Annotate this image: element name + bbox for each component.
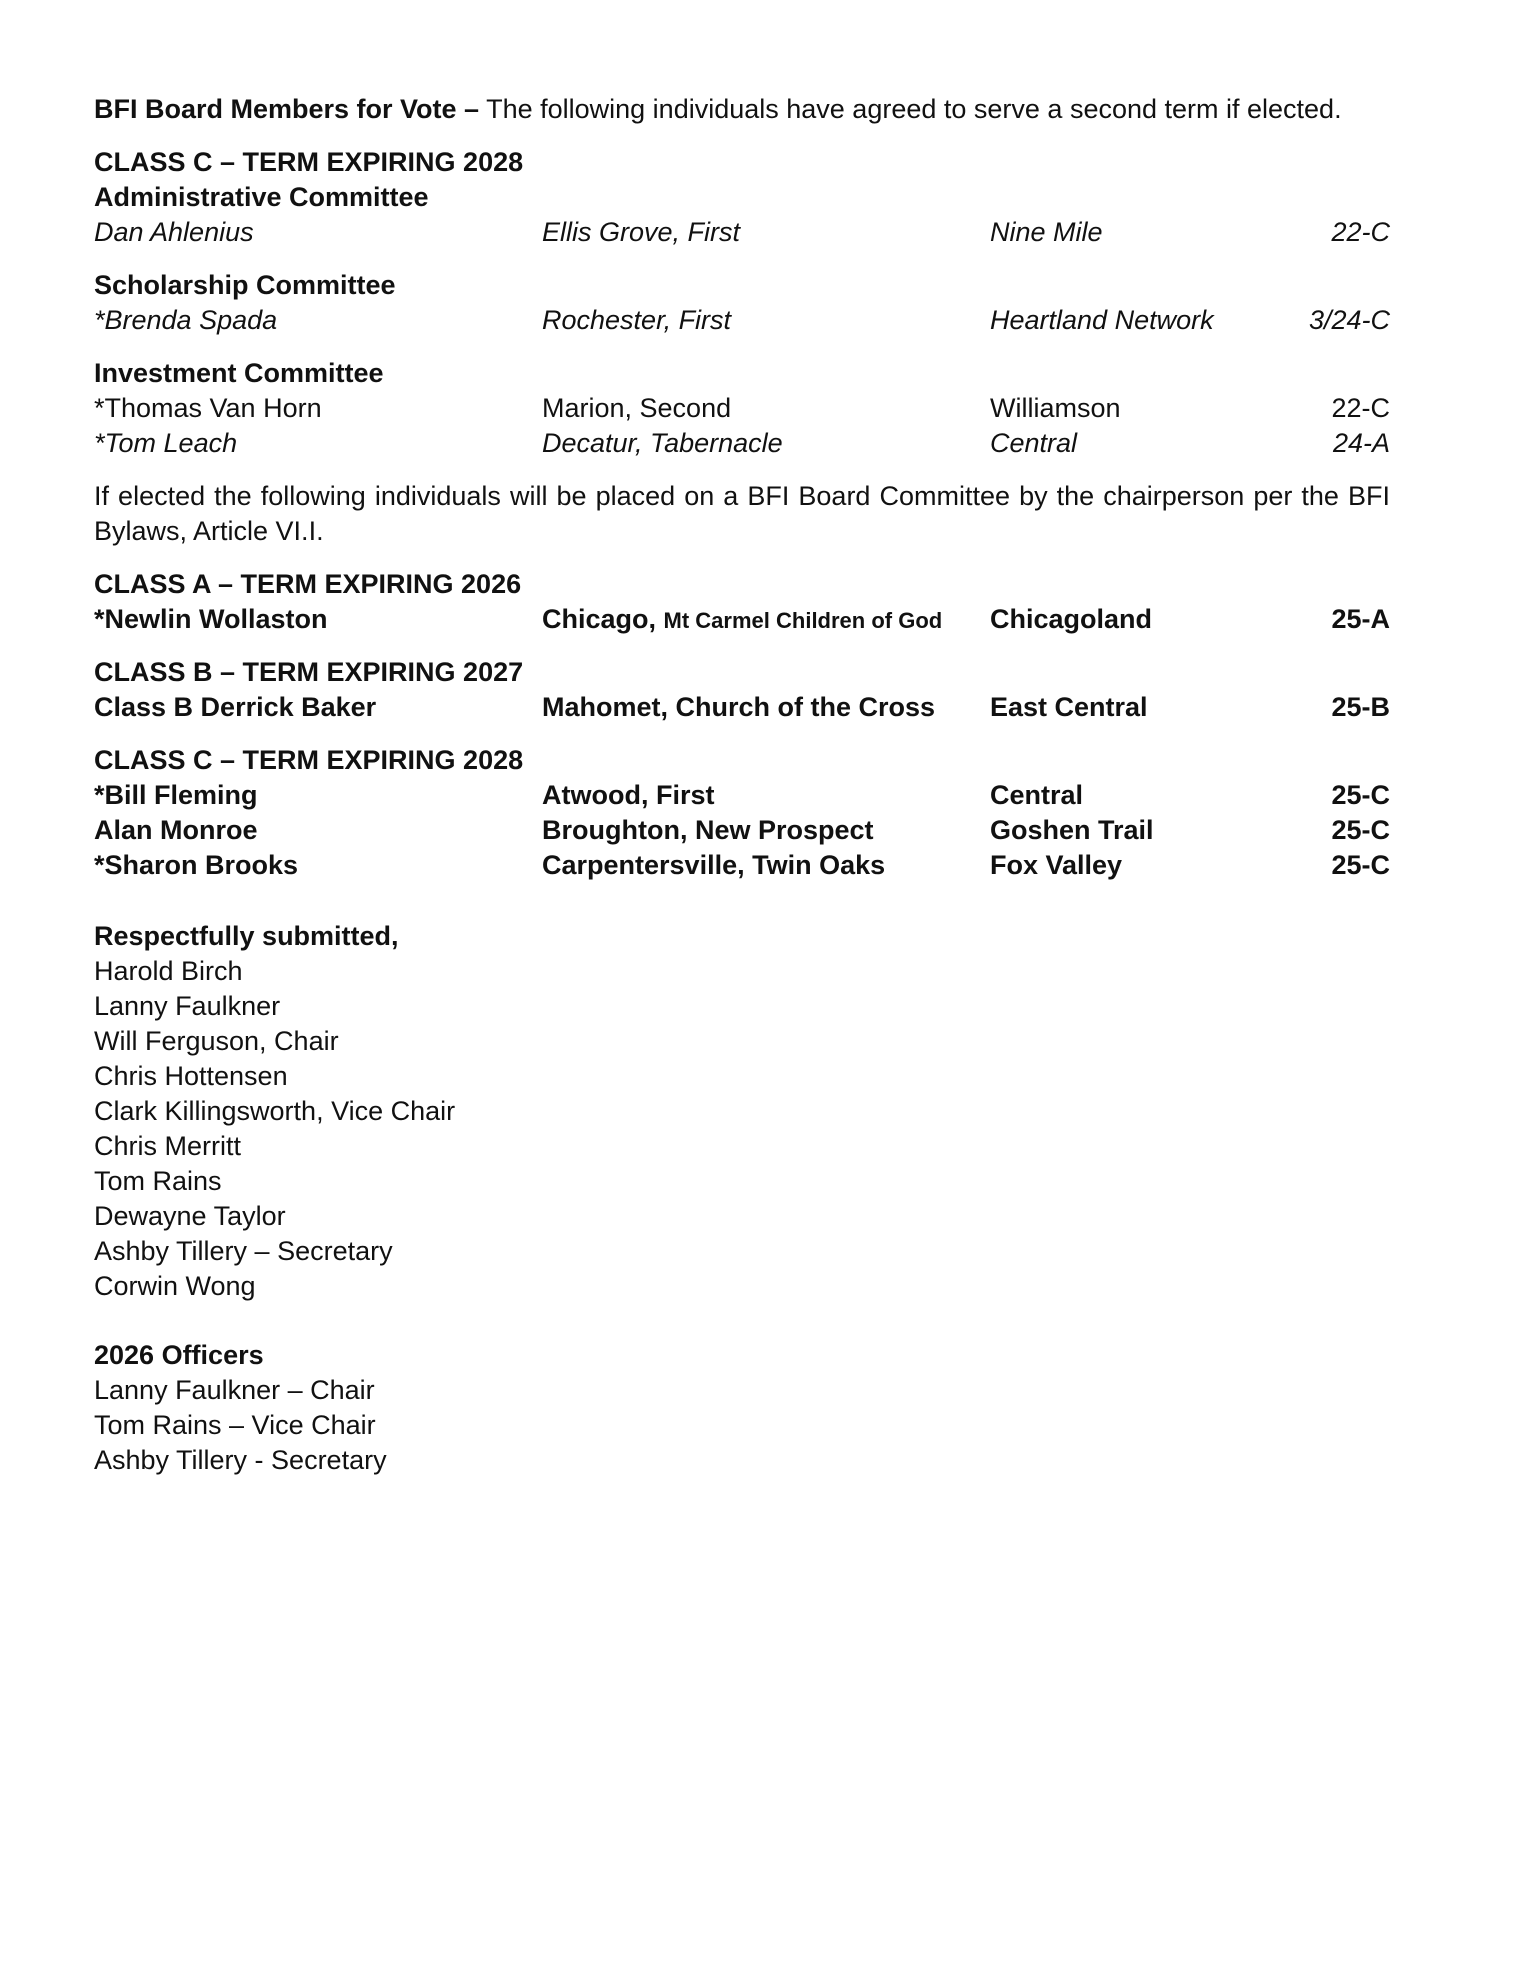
member-row [94,303,1390,338]
member-name: Class B Derrick Baker [94,692,377,722]
committee-heading-scholarship: Scholarship Committee [94,270,396,300]
intro-text: The following individuals have agreed to serve a second term if elected. [479,94,1342,124]
member-association: Goshen Trail [990,815,1154,845]
member-name: Alan Monroe [94,815,258,845]
member-row [94,813,1390,848]
member-church: Ellis Grove, First [542,217,741,247]
member-church: Mahomet, Church of the Cross [542,692,936,722]
member-church: Decatur, Tabernacle [542,428,783,458]
intro-lead: BFI Board Members for Vote – [94,94,480,124]
section-heading: CLASS A – TERM EXPIRING 2026 [94,569,522,599]
member-church: Rochester, First [542,305,732,335]
officer: Tom Rains – Vice Chair [94,1410,376,1440]
church-name: Mt Carmel Children of God [663,608,943,633]
intro-paragraph [94,92,1390,127]
member-name: *Sharon Brooks [94,850,299,880]
member-code: 24-A [1332,428,1390,458]
officers-block [94,1338,1390,1478]
member-association: Heartland Network [990,305,1214,335]
section-class-a [94,567,1390,637]
member-row [94,848,1390,883]
member-row [94,690,1390,725]
member-church: Carpentersville, Twin Oaks [542,850,886,880]
signatory: Will Ferguson, Chair [94,1026,339,1056]
church-city: Chicago, [542,604,657,634]
signatory: Chris Hottensen [94,1061,288,1091]
member-name: *Newlin Wollaston [94,604,328,634]
member-association: Central [990,428,1078,458]
member-name: *Thomas Van Horn [94,393,322,423]
member-row [94,778,1390,813]
member-church: Atwood, First [542,780,715,810]
officer: Ashby Tillery - Secretary [94,1445,387,1475]
committee-heading-administrative: Administrative Committee [94,182,429,212]
member-association: Williamson [990,393,1121,423]
member-row [94,215,1390,250]
section-class-c-returning [94,145,1390,461]
member-code: 25-C [1331,780,1390,810]
section-heading: CLASS C – TERM EXPIRING 2028 [94,745,524,775]
officers-heading: 2026 Officers [94,1340,264,1370]
member-row [94,426,1390,461]
signatory: Lanny Faulkner [94,991,281,1021]
member-association: Chicagoland [990,604,1153,634]
member-association: East Central [990,692,1148,722]
officer: Lanny Faulkner – Chair [94,1375,375,1405]
member-code: 22-C [1331,217,1390,247]
member-name: *Brenda Spada [94,305,278,335]
section-class-c [94,743,1390,883]
member-code: 25-C [1331,850,1390,880]
member-name: *Tom Leach [94,428,238,458]
member-association: Central [990,780,1084,810]
member-code: 25-B [1331,692,1390,722]
member-church [542,602,990,637]
signatory: Dewayne Taylor [94,1201,286,1231]
member-code: 25-A [1331,604,1390,634]
document-body [94,92,1390,1478]
member-name: Dan Ahlenius [94,217,254,247]
section-class-b [94,655,1390,725]
signatory: Tom Rains [94,1166,222,1196]
submitted-heading: Respectfully submitted, [94,921,399,951]
signatory: Chris Merritt [94,1131,241,1161]
signatory: Clark Killingsworth, Vice Chair [94,1096,456,1126]
member-row [94,602,1390,637]
signatory: Harold Birch [94,956,243,986]
submitted-block [94,919,1390,1304]
section-heading: CLASS B – TERM EXPIRING 2027 [94,657,524,687]
member-code: 3/24-C [1308,305,1390,335]
member-code: 22-C [1331,393,1390,423]
member-church: Broughton, New Prospect [542,815,874,845]
member-code: 25-C [1331,815,1390,845]
member-association: Nine Mile [990,217,1103,247]
member-church: Marion, Second [542,393,732,423]
member-row [94,391,1390,426]
signatory: Corwin Wong [94,1271,256,1301]
placement-note: If elected the following individuals will be placed on a BFI Board Committee by the chairperson per the BFI Bylaws, Article VI.I. [94,481,1390,546]
signatory: Ashby Tillery – Secretary [94,1236,393,1266]
member-name: *Bill Fleming [94,780,258,810]
section-heading: CLASS C – TERM EXPIRING 2028 [94,147,524,177]
committee-heading-investment: Investment Committee [94,358,384,388]
member-association: Fox Valley [990,850,1123,880]
